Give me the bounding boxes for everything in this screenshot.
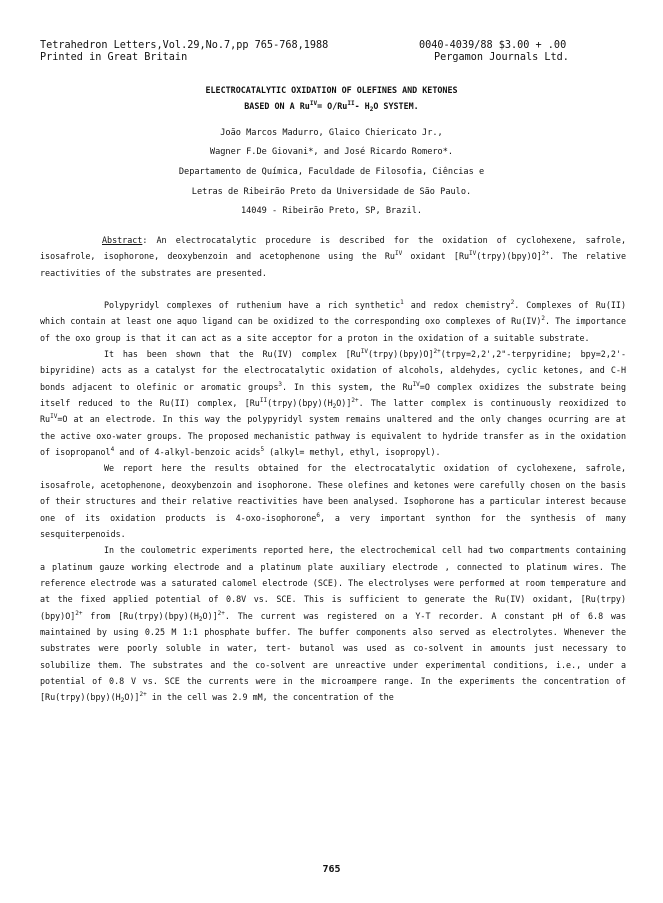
journal-citation: Tetrahedron Letters,Vol.29,No.7,pp 765-768,1988 [40,40,329,51]
page-number: 765 [322,864,341,875]
authors-line2: Wagner F.De Giovani*, and José Ricardo Romero*. [209,147,454,157]
affiliation-line3: 14049 - Ribeirão Preto, SP, Brazil. [240,206,423,216]
printed-location: Printed in Great Britain [40,52,188,63]
affiliation-line2: Letras de Ribeirão Preto da Universidade de São Paulo. [191,187,472,197]
authors-line1: João Marcos Madurro, Glaico Chiericato Jr., [220,128,443,138]
paragraph-intro: Polypyridyl complexes of ruthenium have a rich synthetic$^1$ and redox chemistry$^2$. Complexes of Ru(II) which contain at least one aquo ligand can be oxidized to the corresponding oxo complexes of Ru(IV)$^2$. The importance of the oxo group is that it can act as a site acceptor for a proton in the oxidation of a suitable substrate. [40,299,626,343]
abstract-label: Abstract [102,235,143,245]
abstract [40,232,626,281]
paragraph-substrates: We report here the results obtained for the electrocatalytic oxidation of cyclohexene, safrole, isosafrole, acetophenone, deoxybenzoin and isophorone. These olefines and ketones were carefully chosen on the basis of their structures and their relative reactivities have been analysed. Isophorone has a particular interest because one of its oxidation products is 4-oxo-isophorone$^6$, a very important synthon for the synthesis of many sesquiterpenoids. [40,463,626,539]
paragraph-mechanism: It has been shown that the Ru(IV) complex $[Ru^{IV}(trpy)(bpy)O]^{2+}(trpy=2,2',2$"-terpyridine; bpy=2,2'-bipyridine) acts as a catalyst for the electrocatalytic oxidation of alcohols, aldehydes, cyclic ketones, and C-H bonds adjacent to olefinic or aromatic groups$^3$. In this system, the $Ru^{IV}=O$ complex oxidizes the substrate being itself reduced to the Ru(II) complex, $[Ru^{II}(trpy)(bpy)(H_2O)]^{2+}$. The latter complex is continuously reoxidized to $Ru^{IV}=O$ at an electrode. In this way the polypyridyl system remains unaltered and the only changes ocurring are at the active oxo-water groups. The proposed mechanistic pathway is equivalent to hydride transfer as in the oxidation of isopropanol$^4$ and of 4-alkyl-benzoic acids$^5$ (alkyl= methyl, ethyl, isopropyl). [40,348,627,458]
article-title-line2: BASED ON A $Ru^{IV}= O/Ru^{II}-$ $H_2O$ SYSTEM. [244,100,419,113]
paragraph-experimental: In the coulometric experiments reported here, the electrochemical cell had two compartments containing a platinum gauze working electrode and a platinum plate auxiliary electrode , connected to platinum wires. The reference electrode was a saturated calomel electrode (SCE). The electrolyses were performed at room temperature and at the fixed applied potential of 0.8V vs. SCE. This is sufficient to generate the Ru(IV) oxidant, [Ru(trpy)(bpy)O]$^{2+}$ from $[Ru(trpy)(bpy)(H_2O)]^{2+}$. The current was registered on a Y-T recorder. A constant pH of 6.8 was maintained by using 0.25 M 1:1 phosphate buffer. The buffer components also served as electrolytes. Whenever the substrates were poorly soluble in water, tert- butanol was used as co-solvent in amounts just necessary to solubilize them. The substrates and the co-solvent are unreactive under experimental conditions, i.e., under a potential of 0.8 V vs. SCE the currents were in the microampere range. In the experiments the concentration of $[Ru(trpy)(bpy)(H_2O)]^{2+}$ in the cell was 2.9 mM, the concentration of the [40,545,626,705]
article-title-line1: ELECTROCATALYTIC OXIDATION OF OLEFINES AND KETONES [205,85,458,95]
affiliation-line1: Departamento de Química, Faculdade de Filosofia, Ciências e [178,167,485,177]
publisher: Pergamon Journals Ltd. [434,52,569,63]
issn-price: 0040-4039/88 $3.00 + .00 [419,40,567,51]
abstract-text: : An electrocatalytic procedure is described for the oxidation of cyclohexene, safrole, isosafrole, isophorone, deoxybenzoin and acetophenone using the $Ru^{IV}$ oxidant $[Ru^{IV}(trpy)(bpy)O]^{2+}$. The relative reactivities of the substrates are presented. [40,235,626,278]
article-body [40,232,626,706]
